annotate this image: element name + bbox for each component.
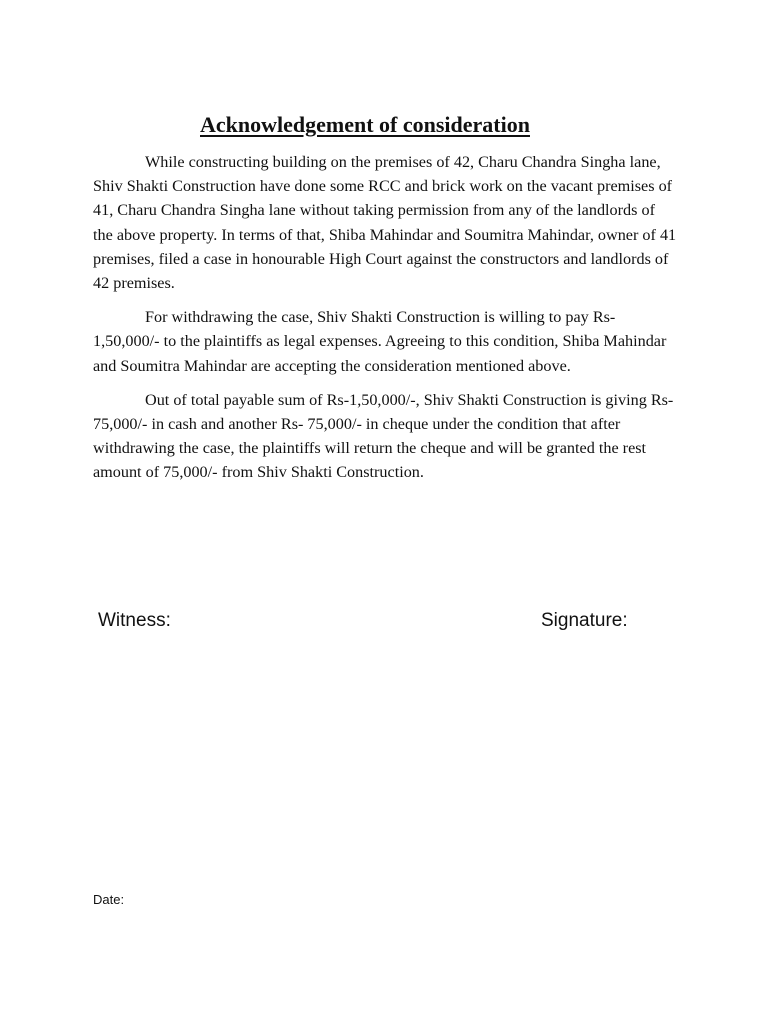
document-title: Acknowledgement of consideration	[200, 112, 530, 137]
witness-label: Witness:	[98, 610, 171, 631]
paragraph-site-dispute: While constructing building on the premises of 42, Charu Chandra Singha lane, Shiv Shakti Construction have done some RCC and brick work on the vacant premises of 41, Charu Chandra Singha lane without taking permission from any of the landlords of the above property. In terms of that, Shiba Mahindar and Soumitra Mahindar, owner of 41 premises, filed a case in honourable High Court against the constructors and landlords of 42 premises.	[93, 153, 677, 293]
document-body	[93, 150, 678, 495]
paragraph-withdrawal-terms: For withdrawing the case, Shiv Shakti Construction is willing to pay Rs-1,50,000/- to the plaintiffs as legal expenses. Agreeing to this condition, Shiba Mahindar and Soumitra Mahindar are accepting the consideration mentioned above.	[93, 308, 667, 375]
date-label: Date:	[93, 892, 125, 907]
signature-label: Signature:	[541, 610, 628, 631]
paragraph-payment-terms: Out of total payable sum of Rs-1,50,000/-, Shiv Shakti Construction is giving Rs- 75,000/- in cash and another Rs- 75,000/- in cheque under the condition that after withdrawing the case, the plaintiffs will return the cheque and will be granted the rest amount of 75,000/- from Shiv Shakti Construction.	[93, 390, 674, 482]
